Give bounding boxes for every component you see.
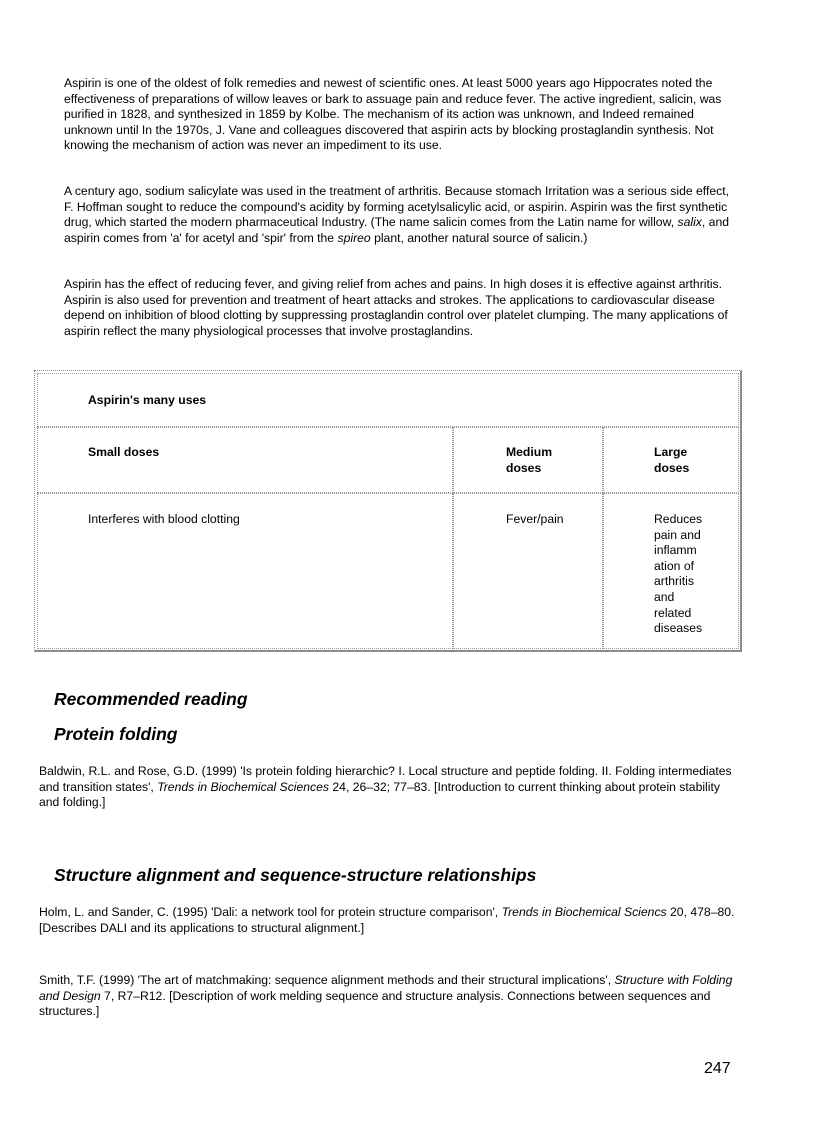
term-salix: salix (677, 215, 702, 230)
large-line: Reduces (654, 512, 703, 526)
aspirin-uses-table (34, 370, 742, 652)
reference-smith (39, 973, 739, 1020)
recommended-reading-heading: Recommended reading (54, 689, 248, 709)
header-cell-medium (453, 427, 603, 493)
ref-text: Baldwin, R.L. and Rose, G.D. (1999) 'Is protein folding hierarchic? I. Local structure and peptide folding. II. Folding intermediates and transition states', (39, 764, 732, 794)
intro-paragraph-2 (64, 184, 732, 246)
p2-text-b: , and aspirin comes from 'a' for acetyl and 'spir' from the (64, 215, 729, 245)
large-line: pain and (654, 527, 701, 542)
reference-baldwin (39, 764, 739, 811)
reference-holm (39, 905, 739, 936)
header-medium-line2: doses (506, 461, 542, 475)
header-cell-small (37, 427, 453, 493)
ref-text: 20, 478–80. [Describes DALI and its applications to structural alignment.] (39, 905, 735, 935)
row-small-doses: Interferes with blood clotting (88, 512, 240, 526)
intro-paragraph-1: Aspirin is one of the oldest of folk remedies and newest of scientific ones. At least 5000 years ago Hippocrates noted the effectiveness of preparations of willow leaves or bark to assuage pain and reduce fever. The active ingredient, salicin, was purified in 1828, and synthesized in 1859 by Kolbe. The mechanism of its action was unknown, and Indeed remained unknown until In the 1970s, J. Vane and colleagues discovered that aspirin acts by blocking prostaglandin synthesis. Not knowing the mechanism of action was never an impediment to its use. (64, 76, 722, 153)
ref-text: 7, R7–R12. [Description of work melding sequence and structure analysis. Connections between sequences and structures.] (39, 988, 711, 1019)
term-spireo: spireo (337, 230, 371, 245)
large-line: and (654, 589, 675, 604)
protein-folding-heading: Protein folding (54, 724, 178, 744)
structure-alignment-heading: Structure alignment and sequence-structure relationships (54, 865, 537, 885)
table-title-cell (37, 373, 739, 427)
p2-text-c: plant, another natural source of salicin.) (370, 230, 588, 245)
ref-text: Holm, L. and Sander, C. (1995) 'Dali: a network tool for protein structure comparison', (39, 905, 502, 919)
row-large-doses (654, 512, 702, 637)
row-cell-medium (453, 493, 603, 649)
page-number: 247 (704, 1060, 731, 1077)
intro-paragraph-3: Aspirin has the effect of reducing fever, and giving relief from aches and pains. In high doses it is effective against arthritis. Aspirin is also used for prevention and treatment of heart attacks and strokes. The applications to cardiovascular disease depend on inhibition of blood clotting by suppressing prostaglandin control over platelet clumping. The many applications of aspirin reflect the many physiological processes that involve prostaglandins. (64, 277, 728, 338)
row-medium-doses: Fever/pain (506, 512, 564, 526)
large-line: diseases (654, 621, 703, 636)
header-small-doses: Small doses (88, 445, 160, 459)
ref-text: 24, 26–32; 77–83. [Introduction to current thinking about protein stability and folding.] (39, 779, 720, 810)
ref-journal: Trends in Biochemical Sciences (157, 779, 330, 794)
ref-text: Smith, T.F. (1999) 'The art of matchmaking: sequence alignment methods and their structural implications', (39, 973, 615, 987)
large-line: ation of (654, 558, 694, 573)
large-line: inflamm (654, 543, 697, 558)
header-medium-line1: Medium (506, 445, 553, 459)
row-cell-small (37, 493, 453, 649)
header-large-line2: doses (654, 461, 690, 475)
large-line: arthritis (654, 574, 694, 589)
ref-journal: Structure with Folding and Design (39, 973, 733, 1003)
ref-journal: Trends in Biochemical Sciencs (501, 905, 667, 919)
row-cell-large (603, 493, 739, 649)
large-line: related (654, 605, 692, 620)
p2-text-a: A century ago, sodium salicylate was used in the treatment of arthritis. Because stomach Irritation was a serious side effect, F. Hoffman sought to reduce the compound's acidity by forming acetylsalicylic acid, or aspirin. Aspirin was the first synthetic drug, which started the modern pharmaceutical Industry. (The name salicin comes from the Latin name for willow, (64, 184, 729, 230)
table-title: Aspirin's many uses (88, 393, 207, 407)
header-cell-large (603, 427, 739, 493)
header-large-line1: Large (654, 445, 688, 459)
